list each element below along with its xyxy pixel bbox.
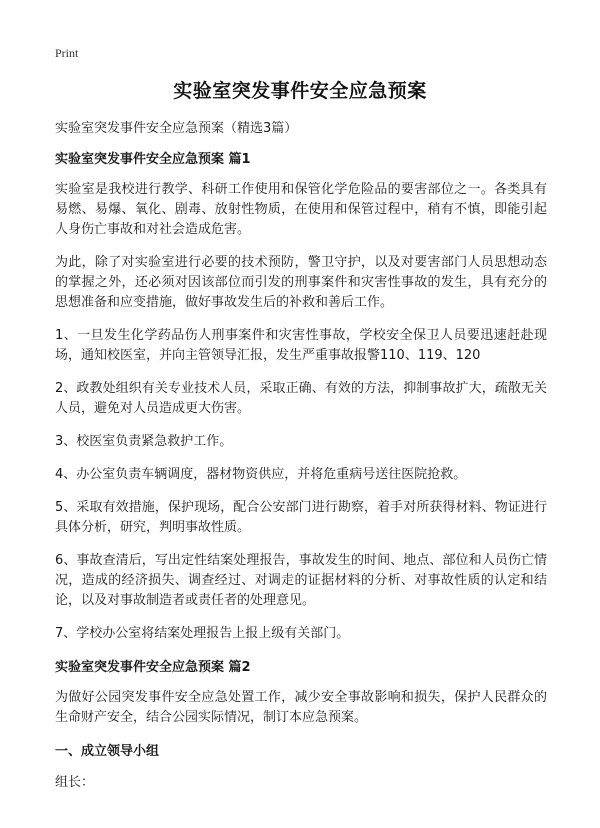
section-1-paragraph: 为此，除了对实验室进行必要的技术预防，警卫守护，以及对要害部门人员思想动态的掌握之外，还必须对因该部位而引发的刑事案件和灾害性事故的发生，具有充分的思想准备和应变措施，做好事故发生后的补救和善后工作。	[55, 255, 547, 310]
section-2-paragraph: 为做好公园突发事件安全应急处置工作，减少安全事故影响和损失，保护人民群众的生命财产安全，结合公园实际情况，制订本应急预案。	[55, 690, 547, 725]
section-1-list-item: 4、办公室负责车辆调度，器材物资供应，并将危重病号送往医院抢救。	[55, 467, 467, 482]
document-body	[55, 118, 547, 802]
section-1-list-item: 7、学校办公室将结案处理报告上报上级有关部门。	[55, 626, 350, 641]
section-1-list-item: 2、政教处组织有关专业技术人员，采取正确、有效的方法，抑制事故扩大，疏散无关人员，避免对人员造成更大伤害。	[55, 381, 547, 416]
section-1-heading: 实验室突发事件安全应急预案 篇1	[55, 152, 251, 167]
document-subtitle: 实验室突发事件安全应急预案（精选3篇）	[55, 121, 298, 136]
section-1-list-item: 6、事故查清后，写出定性结案处理报告，事故发生的时间、地点、部位和人员伤亡情况，造成的经济损失、调查经过、对调走的证据材料的分析、对事故性质的认定和结论，以及对事故制造者或责任者的处理意见。	[55, 553, 547, 608]
section-1-list-item: 5、采取有效措施，保护现场，配合公安部门进行勘察，着手对所获得材料、物证进行具体分析，研究，判明事故性质。	[55, 500, 547, 535]
leader-label: 组长：	[55, 775, 95, 790]
print-label[interactable]: Print	[55, 46, 79, 60]
section-2-subheading: 一、成立领导小组	[55, 744, 160, 759]
section-1-paragraph: 实验室是我校进行教学、科研工作使用和保管化学危险品的要害部位之一。各类具有易燃、易爆、氧化、剧毒、放射性物质，在使用和保管过程中，稍有不慎，即能引起人身伤亡事故和对社会造成危害。	[55, 182, 547, 237]
section-1-list-item: 3、校医室负责紧急救护工作。	[55, 434, 233, 449]
section-2-heading: 实验室突发事件安全应急预案 篇2	[55, 660, 251, 675]
document-title: 实验室突发事件安全应急预案	[173, 80, 427, 102]
section-1-list-item: 1、一旦发生化学药品伤人刑事案件和灾害性事故，学校安全保卫人员要迅速赶赴现场，通知校医室，并向主管领导汇报，发生严重事故报警110、119、120	[55, 328, 547, 363]
